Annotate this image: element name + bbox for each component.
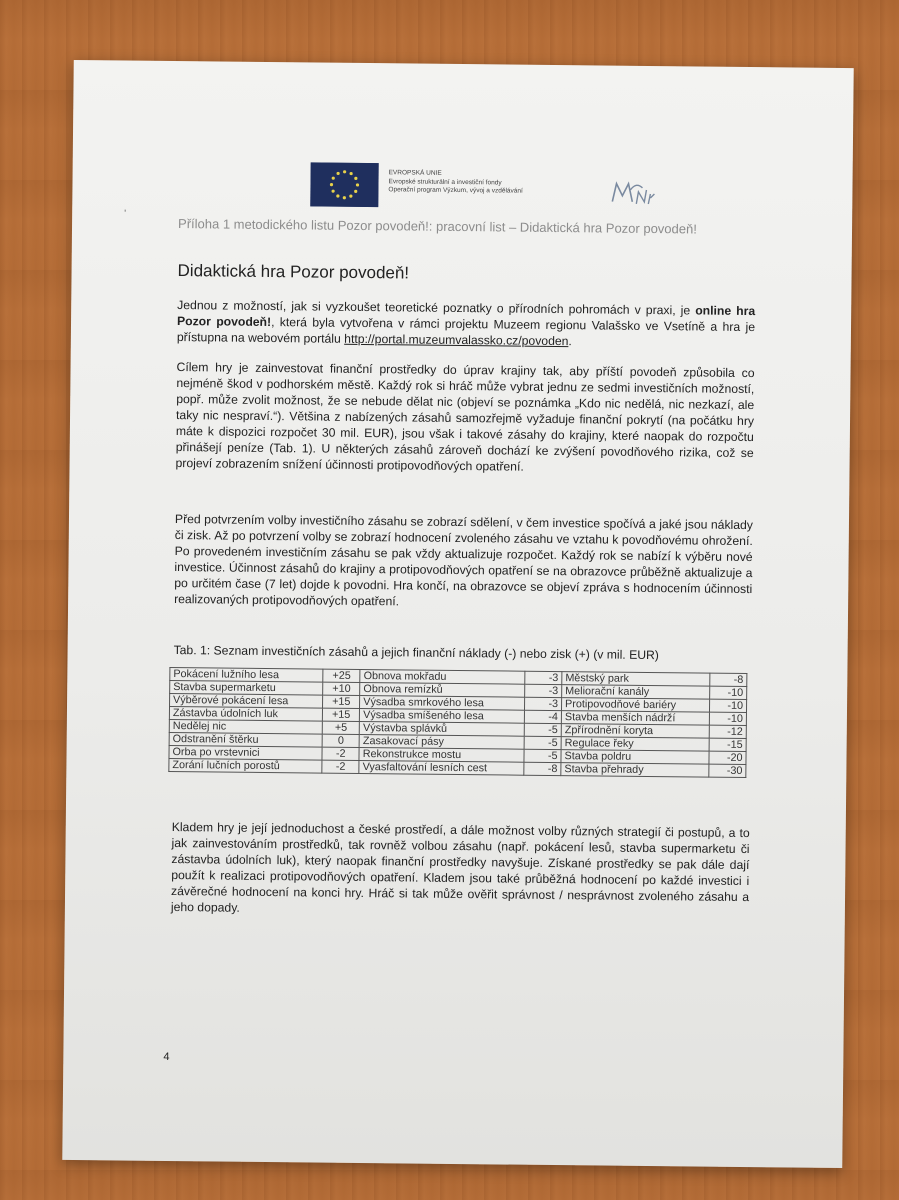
table-cell: Rekonstrukce mostu (359, 747, 524, 762)
table-cell: -5 (524, 749, 561, 762)
eu-line: Operační program Výzkum, vývoj a vzdělávání (388, 186, 523, 195)
table-caption: Tab. 1: Seznam investičních zásahů a jejich finanční náklady (-) nebo zisk (+) (v mil. EUR) (173, 643, 659, 663)
table-cell: Zpřírodnění koryta (561, 724, 709, 739)
page-title: Didaktická hra Pozor povodeň! (177, 261, 410, 283)
table-cell: Městský park (562, 672, 710, 687)
table-cell: Meliorační kanály (562, 685, 710, 700)
table-cell: Zorání lučních porostů (169, 758, 322, 773)
eu-flag-icon (310, 162, 378, 207)
table-cell: Stavba menších nádrží (561, 711, 709, 726)
logo-header (310, 162, 691, 216)
paper-sheet (62, 60, 853, 1168)
conclusion-paragraph: Kladem hry je její jednoduchost a české prostředí, a dále možnost volby různých strategií či postupů, a to jak zainvestováním prostředků, tak rovněž volbou zásahu (např. pokácení lesů, stavba supermarketu či zástavba údolních luk), který naopak finanční prostředky navyšuje. Získané prostředky se pak dále dají použít k realizaci protipovodňových opatření. Kladem jsou také průběžná hodnocení po každé investici i závěrečné hodnocení na konci hry. Hráč si tak může ověřit správnost / nesprávnost zvoleného zásahu a jeho dopady. (170, 820, 750, 915)
goal-paragraph: Cílem hry je zainvestovat finanční prostředky do úprav krajiny tak, aby příští povodeň způsobila co nejméně škod v podhorském městě. Každý rok si hráč může vybrat jednu ze sedmi investičních možností, popř. může zvolit možnost, že se nebude dělat nic (objeví se poznámka „Kdo nic nedělá, nic nezkazí, ale taky nic nespraví.“). Většina z nabízených zásahů samozřejmě vyžaduje finanční pokrytí (na počátku hry máte k dispozici rozpočet 30 mil. EUR), jsou však i takové zásahy do krajiny, které naopak do rozpočtu přinášejí peníze (Tab. 1). U některých zásahů zároveň dochází ke zvýšení povodňového rizika, což se projeví zobrazením snížení účinnosti protipovodňových opatření. (175, 360, 755, 474)
table-cell: +10 (323, 682, 360, 695)
table-cell: -3 (525, 697, 562, 710)
intro-text: , která byla vytvořena v rámci projektu Muzeem regionu Valašsko ve Vsetíně a hra je přístupna na webovém portálu (176, 315, 756, 346)
table-cell: +25 (323, 669, 360, 682)
table-cell: -2 (322, 747, 359, 760)
table-cell: Stavba poldru (561, 750, 709, 765)
table-cell: -30 (709, 764, 746, 777)
table-cell: +15 (323, 695, 360, 708)
table-cell: Obnova remízků (360, 682, 525, 697)
table-cell: -20 (709, 751, 746, 764)
gameplay-paragraph: Před potvrzením volby investičního zásahu se zobrazí sdělení, v čem investice spočívá a jaké jsou náklady či zisk. Až po potvrzení volby se zobrazí hodnocení zvoleného zásahu ve vztahu k povodňovému ohrožení. Po provedeném investičním zásahu se pak vždy aktualizuje rozpočet. Každý rok se nabízí k výběru nové investice. Účinnost zásahů do krajiny a protipovodňových opatření se na obrazovce průběžně aktualizuje a po určitém čase (7 let) dojde k povodni. Hra končí, na obrazovce se objeví zpráva s hodnocením účinnosti realizovaných protipovodňových opatření. (174, 512, 754, 609)
intro-paragraph (177, 297, 755, 351)
table-cell: -8 (524, 762, 561, 775)
table-cell: Výběrové pokácení lesa (170, 693, 323, 708)
margin-mark: ' (124, 208, 127, 220)
portal-link[interactable]: http://portal.muzeumvalassko.cz/povoden (344, 331, 569, 349)
eu-line: Evropské strukturální a investiční fondy (388, 177, 502, 186)
table-cell: Regulace řeky (561, 737, 709, 752)
table-cell: -8 (710, 673, 747, 686)
table-cell: Zasakovací pásy (359, 734, 524, 749)
museum-logo-icon (606, 176, 676, 211)
table-cell: Pokácení lužního lesa (170, 667, 323, 682)
page-number: 4 (163, 1050, 170, 1064)
table-cell: -3 (525, 684, 562, 697)
game-name: online hra Pozor povodeň! (176, 303, 756, 330)
table-cell: -5 (524, 723, 561, 736)
table-cell: +15 (323, 708, 360, 721)
table-cell: -15 (709, 738, 746, 751)
attachment-line: Příloha 1 metodického listu Pozor povodeň!: pracovní list – Didaktická hra Pozor povodeň! (177, 216, 697, 237)
table-cell: Protipovodňové bariéry (562, 698, 710, 713)
table-cell: -3 (525, 671, 562, 684)
table-cell: 0 (322, 734, 359, 747)
eu-line: EVROPSKÁ UNIE (388, 169, 442, 177)
table-cell: Výsadba smíšeného lesa (360, 708, 525, 723)
table-cell: -12 (709, 725, 746, 738)
table-cell: +5 (322, 721, 359, 734)
table-cell: -10 (709, 699, 746, 712)
table-cell: Stavba přehrady (561, 763, 709, 778)
table-cell: Zástavba údolních luk (169, 706, 322, 721)
intro-text: . (568, 334, 572, 349)
table-cell: Stavba supermarketu (170, 680, 323, 695)
table-cell: Výsadba smrkového lesa (360, 695, 525, 710)
table-cell: Výstavba splávků (359, 721, 524, 736)
table-cell: Obnova mokřadu (360, 669, 525, 684)
investment-table (168, 667, 747, 778)
table-cell: Nedělej nic (169, 719, 322, 734)
table-cell: Vyasfaltování lesních cest (359, 760, 524, 775)
table-cell: -10 (709, 712, 746, 725)
table-cell: -10 (710, 686, 747, 699)
table-cell: -5 (524, 736, 561, 749)
table-cell: -4 (524, 710, 561, 723)
table-cell: Odstranění štěrku (169, 732, 322, 747)
table-cell: Orba po vrstevnici (169, 745, 322, 760)
table-cell: -2 (322, 760, 359, 773)
eu-program-text (388, 169, 523, 196)
intro-text: Jednou z možností, jak si vyzkoušet teoretické poznatky o přírodních pohromách v praxi, je (177, 298, 696, 318)
